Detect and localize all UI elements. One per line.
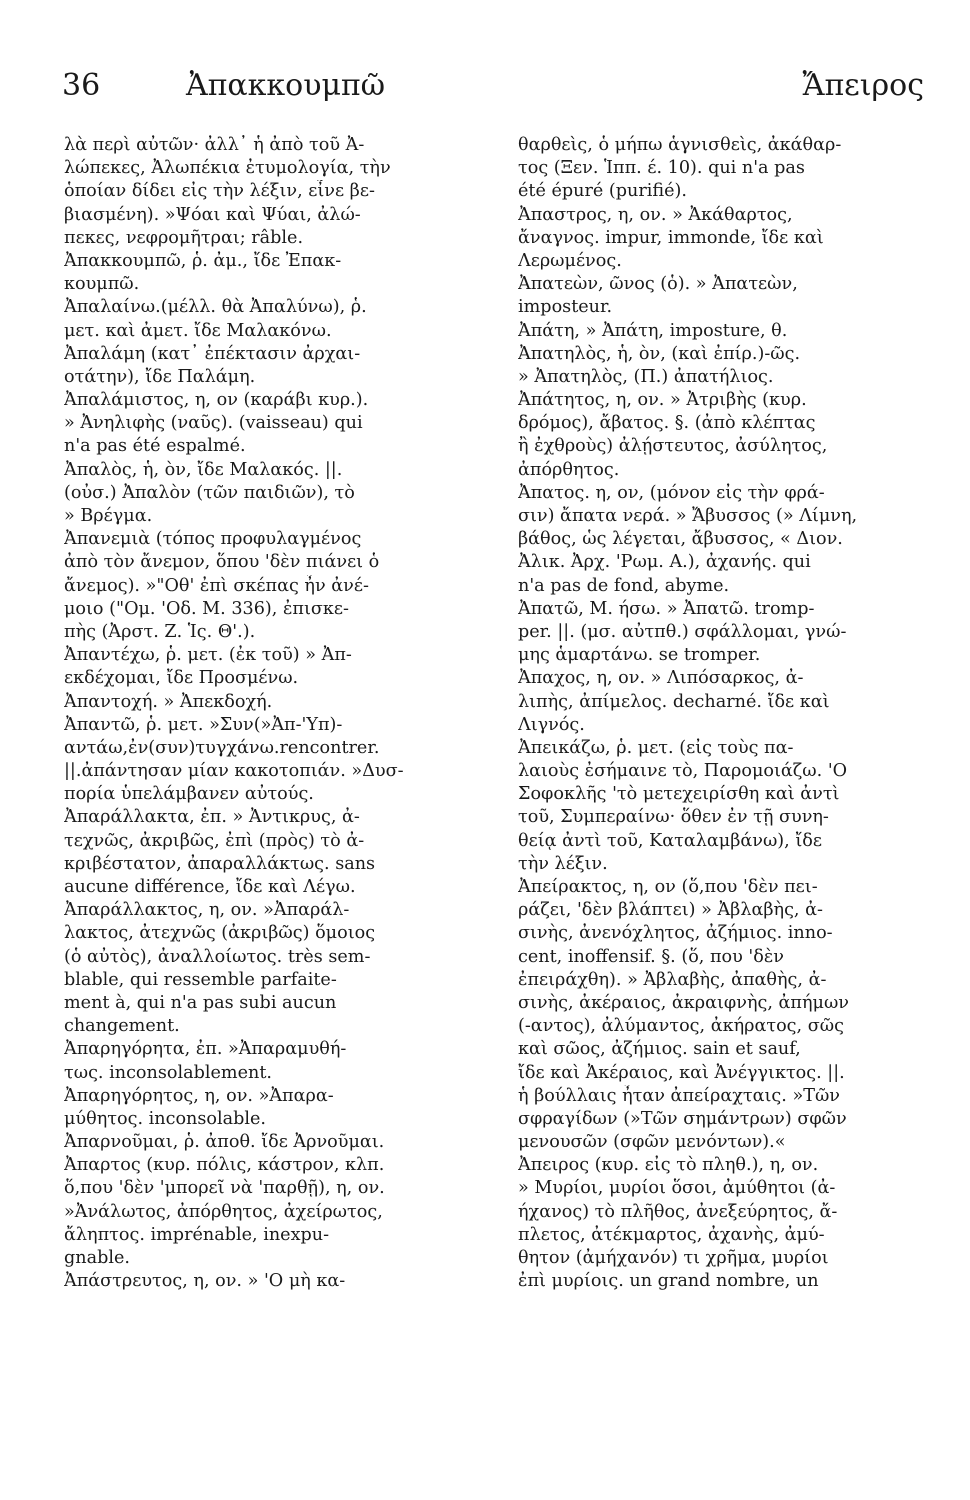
left-running-head: Ἀπακκουμπῶ [186,68,386,103]
text-line: μοιο ("Ομ. 'Οδ. Μ. 336), ἐπισκε- [64,598,349,619]
text-line: βιασμένη). »Ψόαι καὶ Ψύαι, ἀλώ- [64,204,361,225]
text-line: per. ||. (μσ. αὐτπθ.) σφάλλομαι, γνώ- [518,621,847,642]
text-line: λὰ περὶ αὐτῶν· ἀλλ᾽ ἡ ἀπὸ τοῦ Ἀ- [64,135,365,155]
text-line: καὶ σῶος, ἀζήμιος. sain et sauf, [518,1039,801,1060]
text-line: Ἀπαχος, η, ον. » Λιπόσαρκος, ἀ- [518,668,804,689]
text-line: Ἀπαρτος (κυρ. πόλις, κάστρον, κλπ. [64,1155,385,1176]
text-line: Ἀπαλάμη (κατ᾽ ἐπέκτασιν ἀρχαι- [64,343,361,364]
text-line: λώπεκες, Ἀλωπέκια ἐτυμολογία, τὴν [64,158,391,179]
left-column [64,134,476,1293]
text-line: Ἀπανεμιὰ (τόπος προφυλαγμένος [64,529,362,550]
text-line: Ἀπακκουμπῶ, ῥ. ἀμ., ἴδε Ἐπακ- [64,250,342,271]
text-line: ||.ἀπάντησαν μίαν κακοτοπιάν. »Δυσ- [64,761,404,782]
text-line: ἴδε καὶ Ἀκέραιος, καὶ Ἀνέγγικτος. ||. [518,1062,845,1083]
text-line: κουμπῶ. [64,274,140,295]
text-line: δρόμος), ἄβατος. §. (ἀπὸ κλέπτας [518,413,816,434]
text-line: été épuré (purifié). [518,181,688,202]
text-line: Ἀπάτητος, η, ον. » Ἀτριβὴς (κυρ. [518,390,807,411]
text-line: Ἀπατῶ, Μ. ήσω. » Ἀπατῶ. tromp- [518,598,815,619]
text-line: » Μυρίοι, μυρίοι ὅσοι, ἀμύθητοι (ἀ- [518,1178,836,1199]
text-line: πεκες, νεφρομῆτραι; râble. [64,227,304,248]
text-line: ἐπειράχθη). » Ἀβλαβὴς, ἀπαθὴς, ἀ- [518,969,827,990]
text-line: ἄληπτος. imprénable, inexpu- [64,1224,330,1245]
page-number: 36 [62,68,101,103]
text-line: τὴν λέξιν. [518,853,608,874]
text-line: σινὴς, ἀνενόχλητος, ἀζήμιος. inno- [518,923,833,944]
page-header [62,68,932,118]
text-line: Ἀπεικάζω, ῥ. μετ. (εἰς τοὺς πα- [518,737,794,758]
text-line: » Βρέγμα. [64,506,153,526]
text-line: n'a pas de fond, abyme. [518,575,730,596]
text-line: ράζει, 'δὲν βλάπτει) » Ἀβλαβὴς, ἀ- [518,900,823,921]
text-line: ἄνεμος). »"Οθ' ἐπὶ σκέπας ἦν ἀνέ- [64,575,369,596]
text-line: Σοφοκλῆς 'τὸ μετεχειρίσθη καὶ ἀντὶ [518,784,840,805]
text-line: σινὴς, ἀκέραιος, ἀκραιφνὴς, ἀπήμων [518,992,849,1013]
text-line: ὁποίαν δίδει εἰς τὴν λέξιν, εἶνε βε- [64,181,375,202]
text-line: μενουσῶν (σφῶν μενόντων).« [518,1132,786,1153]
text-line: ment à, qui n'a pas subi aucun [64,992,337,1013]
text-line: Ἀπαράλλακτος, η, ον. »Ἀπαράλ- [64,900,350,921]
text-line: λακτος, ἀτεχνῶς (ἀκριβῶς) ὅμοιος [64,923,376,944]
text-line: ἀπὸ τὸν ἄνεμον, ὅπου 'δὲν πιάνει ὁ [64,552,380,573]
text-line: »Ἀνάλωτος, ἀπόρθητος, ἀχείρωτος, [64,1201,383,1222]
text-line: ὅ,που 'δὲν 'μπορεῖ νὰ 'παρθῇ), η, ον. [64,1178,385,1199]
text-line: Ἀπατος. η, ον, (μόνον εἰς τὴν φρά- [518,482,825,503]
text-line: λιπὴς, ἀπίμελος. decharné. ἴδε καὶ [518,691,830,712]
right-running-head: Ἄπειρος [802,68,924,103]
text-line: τεχνῶς, ἀκριβῶς, ἐπὶ (πρὸς) τὸ ἀ- [64,830,365,851]
text-line: τος (Ξεν. Ἱππ. έ. 10). qui n'a pas [518,158,805,179]
text-line: Ἀπάτη, » Ἀπάτη, imposture, θ. [518,320,788,341]
text-line: Ἀπαλὸς, ἡ, ὸν, ἴδε Μαλακός. ||. [64,459,343,480]
text-line: blable, qui ressemble parfaite- [64,969,337,990]
text-line: τως. inconsolablement. [64,1062,272,1083]
text-line: Ἀπαντοχή. » Ἀπεκδοχή. [64,691,273,712]
text-line: Λερωμένος. [518,250,622,271]
text-line: changement. [64,1016,180,1037]
text-line: πλετος, ἀτέκμαρτος, ἀχανὴς, ἀμύ- [518,1224,825,1245]
text-line: Λιγνός. [518,714,585,735]
text-line: Ἀπαντέχω, ῥ. μετ. (ἐκ τοῦ) » Ἀπ- [64,645,352,666]
text-line: Ἀπαρνοῦμαι, ῥ. ἀποθ. ἴδε Ἀρνοῦμαι. [64,1132,385,1153]
text-line: n'a pas été espalmé. [64,436,246,457]
text-line: Ἀπαντῶ, ῥ. μετ. »Συν(»Ἀπ-'Υπ)- [64,714,343,735]
text-line: cent, inoffensif. §. (ὅ, που 'δὲν [518,946,785,967]
text-line: λαιοὺς ἐσήμαινε τὸ, Παρομοιάζω. 'Ο [518,761,848,782]
text-line: ήχανος) τὸ πλῆθος, ἀνεξεύρητος, ἄ- [518,1201,838,1222]
text-line: Ἀπάστρευτος, η, ον. » 'Ο μὴ κα- [64,1271,346,1292]
text-line: ἀπόρθητος. [518,459,620,480]
text-line: gnable. [64,1248,130,1268]
text-line: πὴς (Ἀρστ. Ζ. Ἱς. Θ'.). [64,621,256,642]
text-line: (οὐσ.) Ἀπαλὸν (τῶν παιδιῶν), τὸ [64,482,355,503]
text-line: Ἀπαστρος, η, ον. » Ἀκάθαρτος, [518,204,793,225]
text-line: πορία ὑπελάμβανεν αὐτούς. [64,784,314,805]
text-line: μετ. καὶ ἀμετ. ἴδε Μαλακόνω. [64,320,332,341]
text-line: Ἀπαράλλακτα, ἐπ. » Ἀντικρυς, ἀ- [64,807,360,828]
text-line: θαρθεὶς, ὁ μήπω ἁγνισθεὶς, ἀκάθαρ- [518,135,842,155]
right-column [518,134,930,1293]
text-line: βάθος, ὡς λέγεται, ἄβυσσος, « Διον. [518,529,843,550]
text-line: ἡ βούλλαις ἦταν ἀπείραχταις. »Τῶν [518,1085,840,1106]
text-line: Ἀπείρακτος, η, ον (ὅ,που 'δὲν πει- [518,877,818,897]
text-line: ἢ ἐχθροὺς) ἀλῄστευτος, ἀσύλητος, [518,436,828,457]
text-line: ἐπὶ μυρίοις. un grand nombre, un [518,1271,819,1292]
text-line: μύθητος. inconsolable. [64,1108,266,1129]
text-line: Ἀπατηλὸς, ἡ, ὸν, (καὶ ἐπίρ.)-ῶς. [518,343,801,364]
text-line: εκδέχομαι, ἴδε Προσμένω. [64,668,299,689]
text-line: Ἀπαλαίνω.(μέλλ. θὰ Ἀπαλύνω), ῥ. [64,297,367,318]
text-line: aucune différence, ἴδε καὶ Λέγω. [64,877,356,897]
text-line: » Ἀπατηλὸς, (Π.) ἀπατήλιος. [518,366,774,387]
text-line: (-αντος), ἀλύμαντος, ἀκήρατος, σῶς [518,1016,844,1037]
text-line: Ἀπατεὼν, ῶνος (ὁ). » Ἀπατεὼν, [518,274,798,295]
text-line: » Ἀνηλιφὴς (ναῦς). (vaisseau) qui [64,413,363,434]
text-line: κριβέστατον, ἀπαραλλάκτως. sans [64,853,376,874]
text-line: σιν) ἄπατα νερά. » Ἄβυσσος (» Λίμνη, [518,506,858,526]
text-line: Ἀπαλάμιστος, η, ον (καράβι κυρ.). [64,390,369,411]
text-line: imposteur. [518,297,613,318]
text-line: Ἀπειρος (κυρ. εἰς τὸ πληθ.), η, ον. [518,1155,819,1176]
text-line: (ὁ αὐτὸς), ἀναλλοίωτος. très sem- [64,946,371,967]
text-line: οτάτην), ἴδε Παλάμη. [64,366,256,387]
text-line: Ἀλικ. Ἀρχ. 'Ρωμ. Α.), ἀχανής. qui [518,552,811,573]
text-line: Ἀπαρηγόρητα, ἐπ. »Ἀπαραμυθή- [64,1039,347,1060]
text-line: τοῦ, Συμπεραίνω· ὅθεν ἐν τῇ συνη- [518,807,829,828]
text-line: ἄναγνος. impur, immonde, ἴδε καὶ [518,227,824,248]
text-line: θητον (ἀμήχανόν) τι χρῆμα, μυρίοι [518,1248,829,1268]
text-line: θείᾳ ἀντὶ τοῦ, Καταλαμβάνω), ἴδε [518,830,822,851]
text-line: Ἀπαρηγόρητος, η, ον. »Ἀπαρα- [64,1085,334,1106]
text-line: σφραγίδων (»Τῶν σημάντρων) σφῶν [518,1108,847,1129]
text-line: αντάω,ἐν(συν)τυγχάνω.rencontrer. [64,737,380,758]
text-line: μης ἁμαρτάνω. se tromper. [518,645,761,666]
